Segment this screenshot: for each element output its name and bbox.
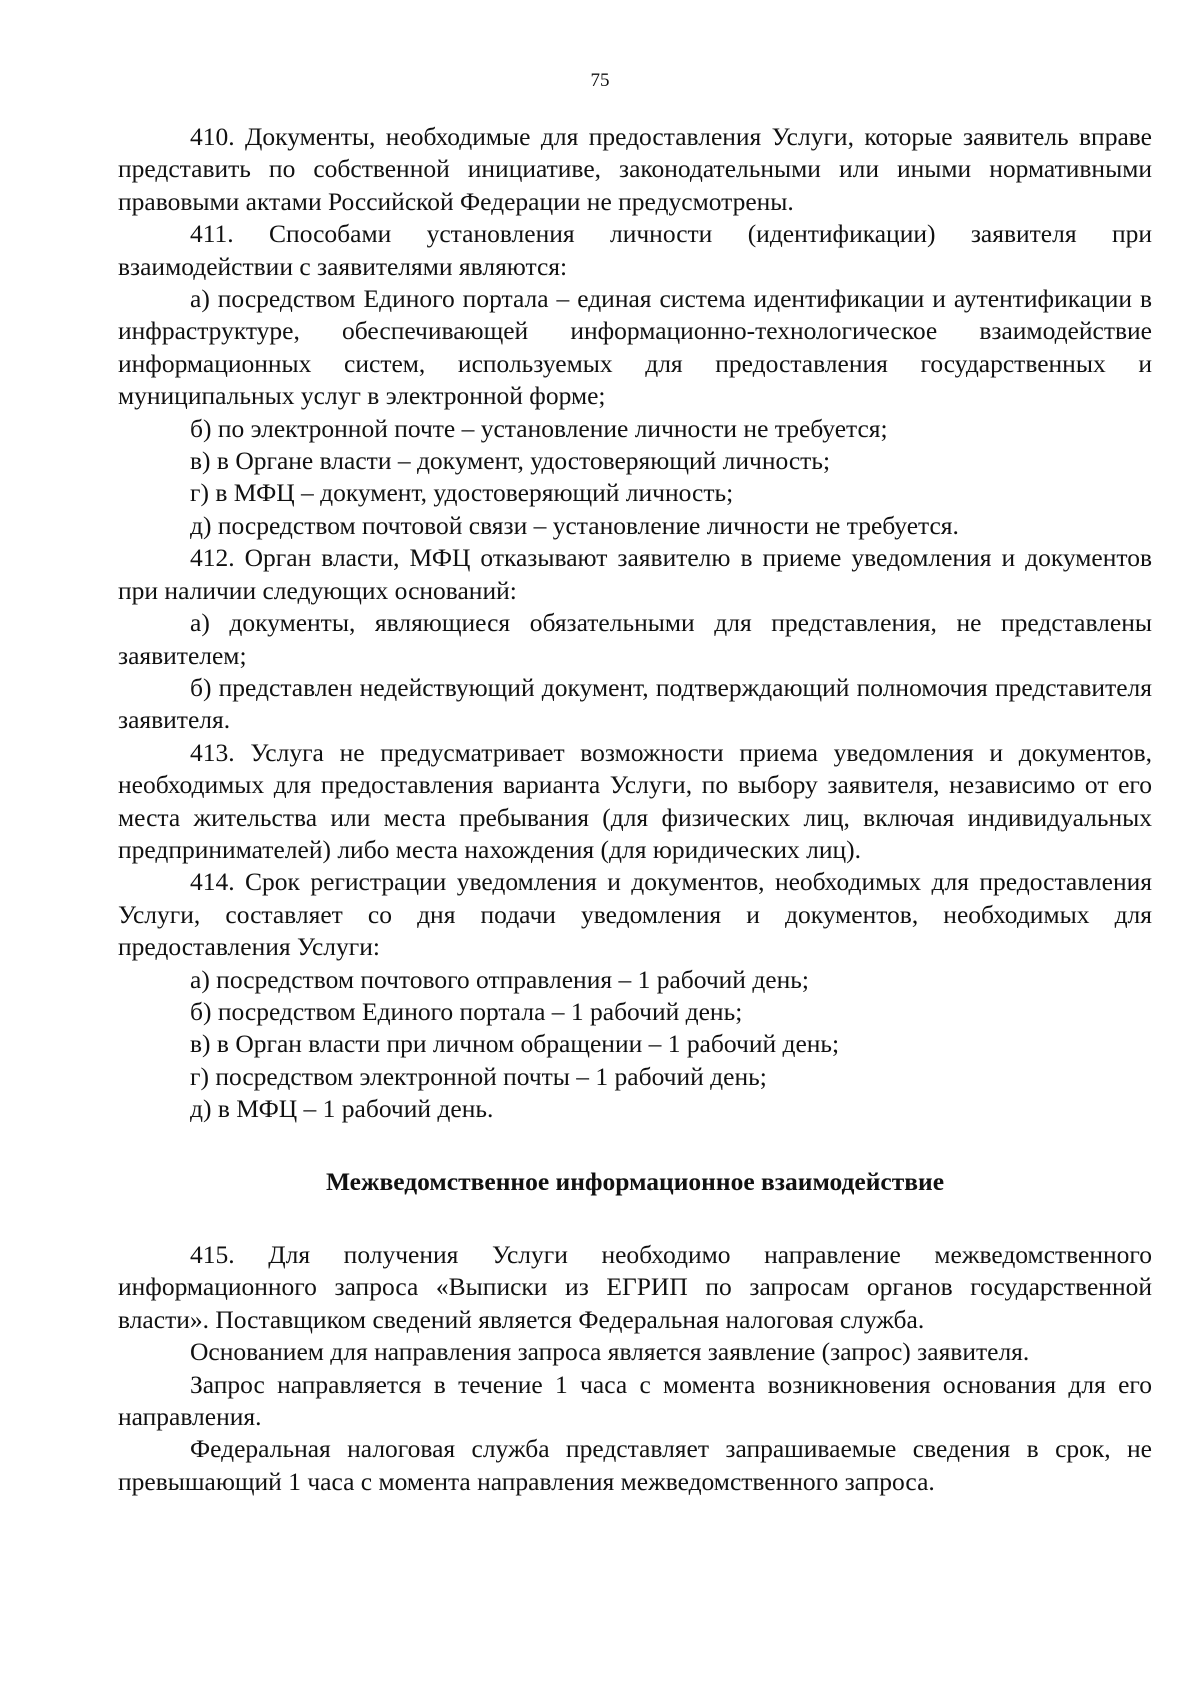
paragraph-414-item-v: в) в Орган власти при личном обращении – 1 рабочий день;	[190, 1029, 840, 1059]
paragraph-411-item-a: а) посредством Единого портала – единая система идентификации и аутентификации в инфраструктуре, обеспечивающей информационно-технологическое взаимодействие информационных систем, используемых для предоставления государственных и муниципальных услуг в электронной форме;	[118, 284, 1152, 411]
paragraph-414: 414. Срок регистрации уведомления и документов, необходимых для предоставления Услуги, составляет со дня подачи уведомления и документов, необходимых для предоставления Услуги:	[118, 867, 1152, 962]
paragraph-410: 410. Документы, необходимые для предоставления Услуги, которые заявитель вправе представить по собственной инициативе, законодательными или иными нормативными правовыми актами Российской Федерации не предусмотрены.	[118, 122, 1152, 216]
paragraph-413: 413. Услуга не предусматривает возможности приема уведомления и документов, необходимых для предоставления варианта Услуги, по выбору заявителя, независимо от его места жительства или места пребывания (для физических лиц, включая индивидуальных предпринимателей) либо места нахождения (для юридических лиц).	[118, 737, 1152, 864]
page-number: 75	[590, 70, 610, 91]
paragraph-415: 415. Для получения Услуги необходимо направление межведомственного информационного запроса «Выписки из ЕГРИП по запросам органов государственной власти». Поставщиком сведений является Федеральная налоговая служба.	[118, 1240, 1152, 1334]
paragraph-412-item-b: б) представлен недействующий документ, подтверждающий полномочия представителя заявителя.	[118, 672, 1152, 735]
paragraph-411-item-v: в) в Органе власти – документ, удостоверяющий личность;	[190, 446, 831, 476]
paragraph-response-timing: Федеральная налоговая служба представляет запрашиваемые сведения в срок, не превышающий 1 часа с момента направления межведомственного запроса.	[118, 1434, 1152, 1496]
document-body	[118, 121, 1152, 1498]
paragraph-411-item-d: д) посредством почтовой связи – установление личности не требуется.	[190, 510, 959, 540]
paragraph-412: 412. Орган власти, МФЦ отказывают заявителю в приеме уведомления и документов при наличии следующих оснований:	[118, 543, 1152, 605]
paragraph-411: 411. Способами установления личности (идентификации) заявителя при взаимодействии с заявителями являются:	[118, 219, 1152, 281]
paragraph-411-item-b: б) по электронной почте – установление личности не требуется;	[190, 413, 888, 443]
paragraph-414-item-g: г) посредством электронной почты – 1 рабочий день;	[190, 1061, 767, 1091]
section-heading: Межведомственное информационное взаимодействие	[325, 1166, 945, 1196]
paragraph-414-item-b: б) посредством Единого портала – 1 рабочий день;	[190, 996, 743, 1026]
paragraph-411-item-g: г) в МФЦ – документ, удостоверяющий личность;	[190, 478, 734, 508]
paragraph-basis: Основанием для направления запроса является заявление (запрос) заявителя.	[190, 1337, 1030, 1367]
paragraph-412-item-a: а) документы, являющиеся обязательными для представления, не представлены заявителем;	[118, 608, 1152, 670]
paragraph-414-item-a: а) посредством почтового отправления – 1 рабочий день;	[190, 964, 809, 994]
paragraph-414-item-d: д) в МФЦ – 1 рабочий день.	[190, 1094, 494, 1124]
paragraph-request-timing: Запрос направляется в течение 1 часа с момента возникновения основания для его направления.	[118, 1369, 1152, 1432]
